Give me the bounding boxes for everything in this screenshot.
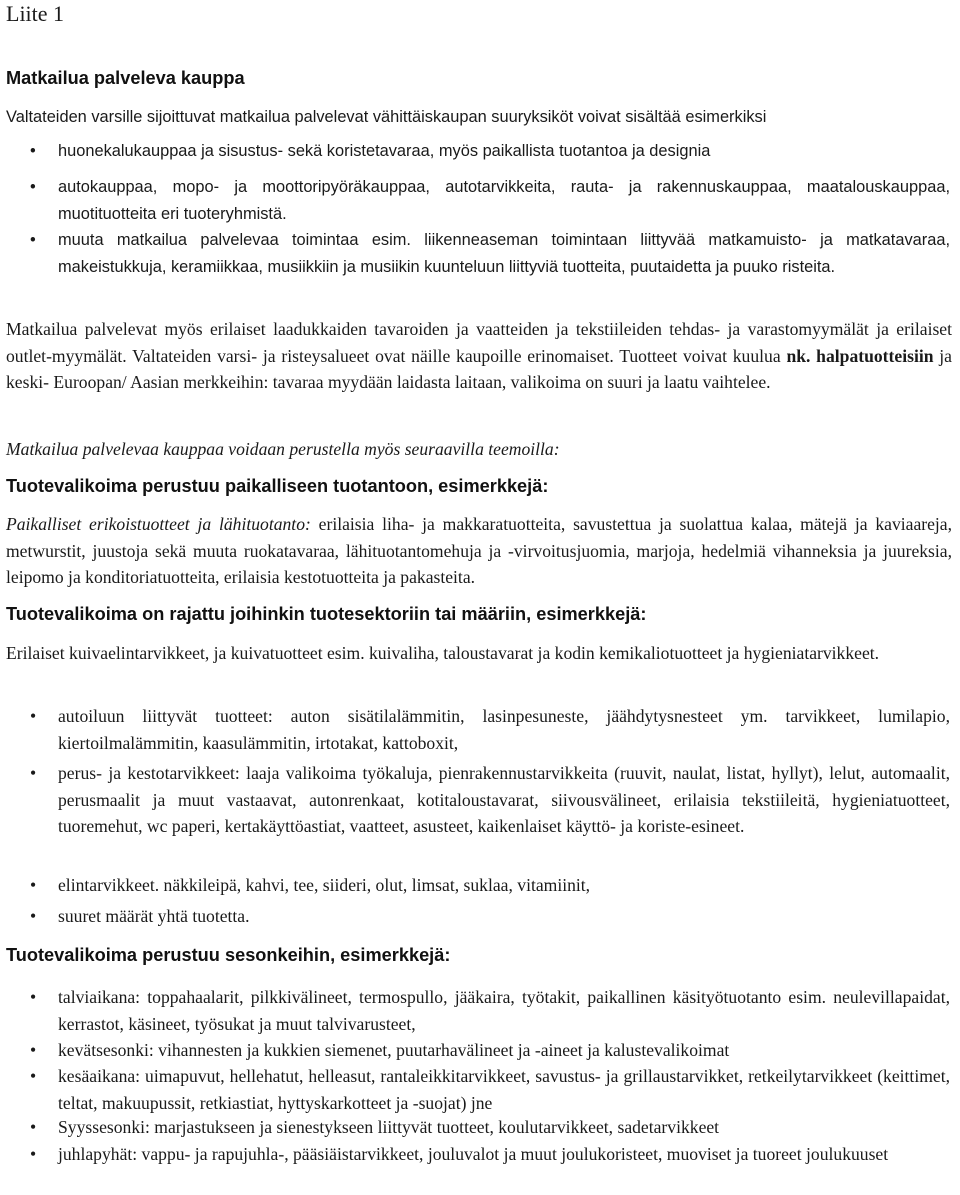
list-item: • muuta matkailua palvelevaa toimintaa esim. liikenneaseman toimintaan liittyvää matkamuisto- ja matkatavaraa, makeistukkuja, keramiikkaa, musiikkiin ja musiikin kuunteluun liittyviä tuotteita, puutaidetta ja puuko risteita.	[58, 227, 950, 280]
themes-intro: Matkailua palvelevaa kauppaa voidaan perustella myös seuraavilla teemoilla:	[6, 439, 560, 459]
outlet-text-bold: nk. halpatuotteisiin	[786, 345, 934, 366]
section-title-matkailua: Matkailua palveleva kauppa	[6, 68, 245, 88]
list-item: • talviaikana: toppahaalarit, pilkkivälineet, termospullo, jääkaira, työtakit, paikallinen käsityötuotanto esim. neulevillapaidat, kerrastot, käsineet, työsukat ja muut talvivarusteet,	[58, 984, 950, 1037]
section-title-rajattu: Tuotevalikoima on rajattu joihinkin tuotesektoriin tai määriin, esimerkkejä:	[6, 604, 647, 624]
list-item: • huonekalukauppaa ja sisustus- sekä koristetavaraa, myös paikallista tuotantoa ja designia	[58, 138, 950, 165]
list-item: • suuret määrät yhtä tuotetta.	[58, 903, 950, 930]
intro-paragraph: Valtateiden varsille sijoittuvat matkailua palvelevat vähittäiskaupan suuryksiköt voivat sisältää esimerkiksi	[6, 108, 767, 126]
list-item: • kesäaikana: uimapuvut, hellehatut, helleasut, rantaleikkitarvikkeet, savustus- ja grillaustarvikket, retkeilytarvikkeet (keittimet, teltat, makuupussit, retkiastiat, hyttyskarkotteet ja -suojat) jne	[58, 1063, 950, 1116]
appendix-label: Liite 1	[6, 1, 65, 26]
dry-goods-paragraph: Erilaiset kuivaelintarvikkeet, ja kuivatuotteet esim. kuivaliha, taloustavarat ja kodin kemikaliotuotteet ja hygieniatarvikkeet.	[6, 643, 880, 663]
outlet-paragraph	[6, 316, 952, 396]
list-item: • Syyssesonki: marjastukseen ja sienestykseen liittyvät tuotteet, koulutarvikkeet, sadetarvikkeet	[58, 1114, 950, 1141]
outlet-text-2: ja keski- Euroopan/ Aasian merkkeihin: tavaraa myydään laidasta laitaan, valikoima on suuri ja laatu vaihtelee.	[6, 345, 952, 393]
list-item: • elintarvikkeet. näkkileipä, kahvi, tee, siideri, olut, limsat, suklaa, vitamiinit,	[58, 872, 950, 899]
outlet-text-1: Matkailua palvelevat myös erilaiset laadukkaiden tavaroiden ja vaatteiden ja tekstiileiden tehdas- ja varastomyymälät ja erilaiset outlet-myymälät. Valtateiden varsi- ja risteysalueet ovat näille kaupoille erinomaiset. Tuotteet voivat kuulua	[6, 319, 952, 366]
local-text: erilaisia liha- ja makkaratuotteita, savustettua ja suolattua kalaa, mätejä ja kaviaareja, metwurstit, juustoja sekä muuta ruokatavaraa, lähituotantomehuja ja -virvoitusjuomia, marjoja, hedelmiä vihanneksia ja juureksia, leipomo ja konditoriatuotteita, erilaisia kestotuotteita ja pakasteita.	[6, 514, 953, 588]
list-item: • autokauppaa, mopo- ja moottoripyöräkauppaa, autotarvikkeita, rauta- ja rakennuskauppaa, maatalouskauppaa, muotituotteita eri tuoteryhmistä.	[58, 174, 950, 227]
list-item: • juhlapyhät: vappu- ja rapujuhla-, pääsiäistarvikkeet, jouluvalot ja muut joulukoristeet, muoviset ja tuoreet joulukuuset	[58, 1141, 950, 1168]
local-lead: Paikalliset erikoistuotteet ja lähituotanto:	[6, 514, 311, 534]
list-item: • kevätsesonki: vihannesten ja kukkien siemenet, puutarhavälineet ja -aineet ja kalustevalikoimat	[58, 1037, 950, 1064]
list-item: • perus- ja kestotarvikkeet: laaja valikoima työkaluja, pienrakennustarvikkeita (ruuvit, naulat, listat, hyllyt), lelut, automaalit, perusmaalit ja muut vastaavat, autonrenkaat, kotitaloustavarat, siivousvälineet, erilaisia tekstiileitä, hygieniatuotteet, tuoremehut, wc paperi, kertakäyttöastiat, vaatteet, asusteet, kaikenlaiset käyttö- ja koriste-esineet.	[58, 760, 950, 840]
section-title-paikallinen: Tuotevalikoima perustuu paikalliseen tuotantoon, esimerkkejä:	[6, 476, 549, 496]
section-title-sesonki: Tuotevalikoima perustuu sesonkeihin, esimerkkejä:	[6, 945, 451, 965]
list-item: • autoiluun liittyvät tuotteet: auton sisätilalämmitin, lasinpesuneste, jäähdytysnesteet ym. tarvikkeet, lumilapio, kiertoilmalämmitin, kaasulämmitin, irtotakat, kattoboxit,	[58, 703, 950, 756]
local-production-paragraph	[6, 511, 952, 591]
